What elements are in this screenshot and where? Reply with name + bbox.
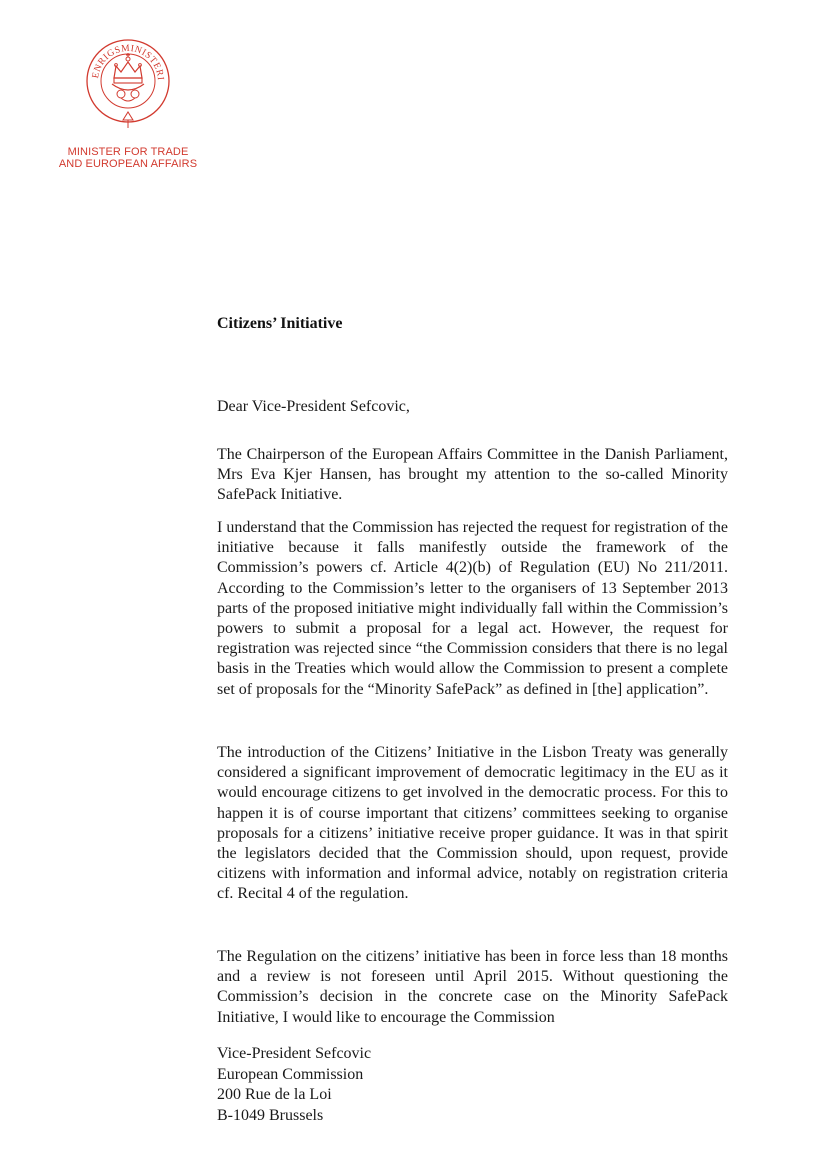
svg-text:UDENRIGSMINISTERIET <box>85 38 165 81</box>
address-line-1: Vice-President Sefcovic <box>217 1045 372 1062</box>
body-paragraph-4: The Regulation on the citizens’ initiative has been in force less than 18 months and a review is not foreseen until April 2015. Without questioning the Commission’s decision in the concrete case on the Minority SafePack Initiative, I would like to encourage the Commission <box>217 948 728 1026</box>
letter-subject: Citizens’ Initiative <box>217 315 343 332</box>
address-line-2: European Commission <box>217 1065 364 1083</box>
seal-lettering: ENRIGSMINISTERI <box>91 43 166 81</box>
ministry-seal-logo <box>85 38 171 130</box>
body-paragraph-1: The Chairperson of the European Affairs Committee in the Danish Parliament, Mrs Eva Kjer Hansen, has brought my attention to the so-called Minority SafePack Initiative. <box>217 446 728 504</box>
ministry-line-2: AND EUROPEAN AFFAIRS <box>58 158 198 170</box>
body-paragraph-3: The introduction of the Citizens’ Initiative in the Lisbon Treaty was generally considered a significant improvement of democratic legitimacy in the EU as it would encourage citizens to get involved in the democratic process. For this to happen it is of course important that citizens’ committees seeking to organise proposals for a citizens’ initiative receive proper guidance. It was in that spirit the legislators decided that the Commission should, upon request, provide citizens with information and informal advice, notably on registration criteria cf. Recital 4 of the regulation. <box>217 744 728 903</box>
ministry-line-1: MINISTER FOR TRADE <box>67 146 189 158</box>
letter-salutation: Dear Vice-President Sefcovic, <box>217 398 410 415</box>
recipient-address <box>217 1044 371 1126</box>
ministry-title <box>40 146 216 170</box>
address-line-3: 200 Rue de la Loi <box>217 1086 332 1103</box>
address-line-4: B-1049 Brussels <box>217 1106 324 1124</box>
body-paragraph-2: I understand that the Commission has rejected the request for registration of the initiative because it falls manifestly outside the framework of the Commission’s powers cf. Article 4(2)(b) of Regulation (EU) No 211/2011. According to the Commission’s letter to the organisers of 13 September 2013 parts of the proposed initiative might individually fall within the Commission’s powers to submit a proposal for a legal act. However, the request for registration was rejected since “the Commission considers that there is no legal basis in the Treaties which would allow the Commission to present a complete set of proposals for the “Minority SafePack” as defined in [the] application”. <box>217 519 728 698</box>
